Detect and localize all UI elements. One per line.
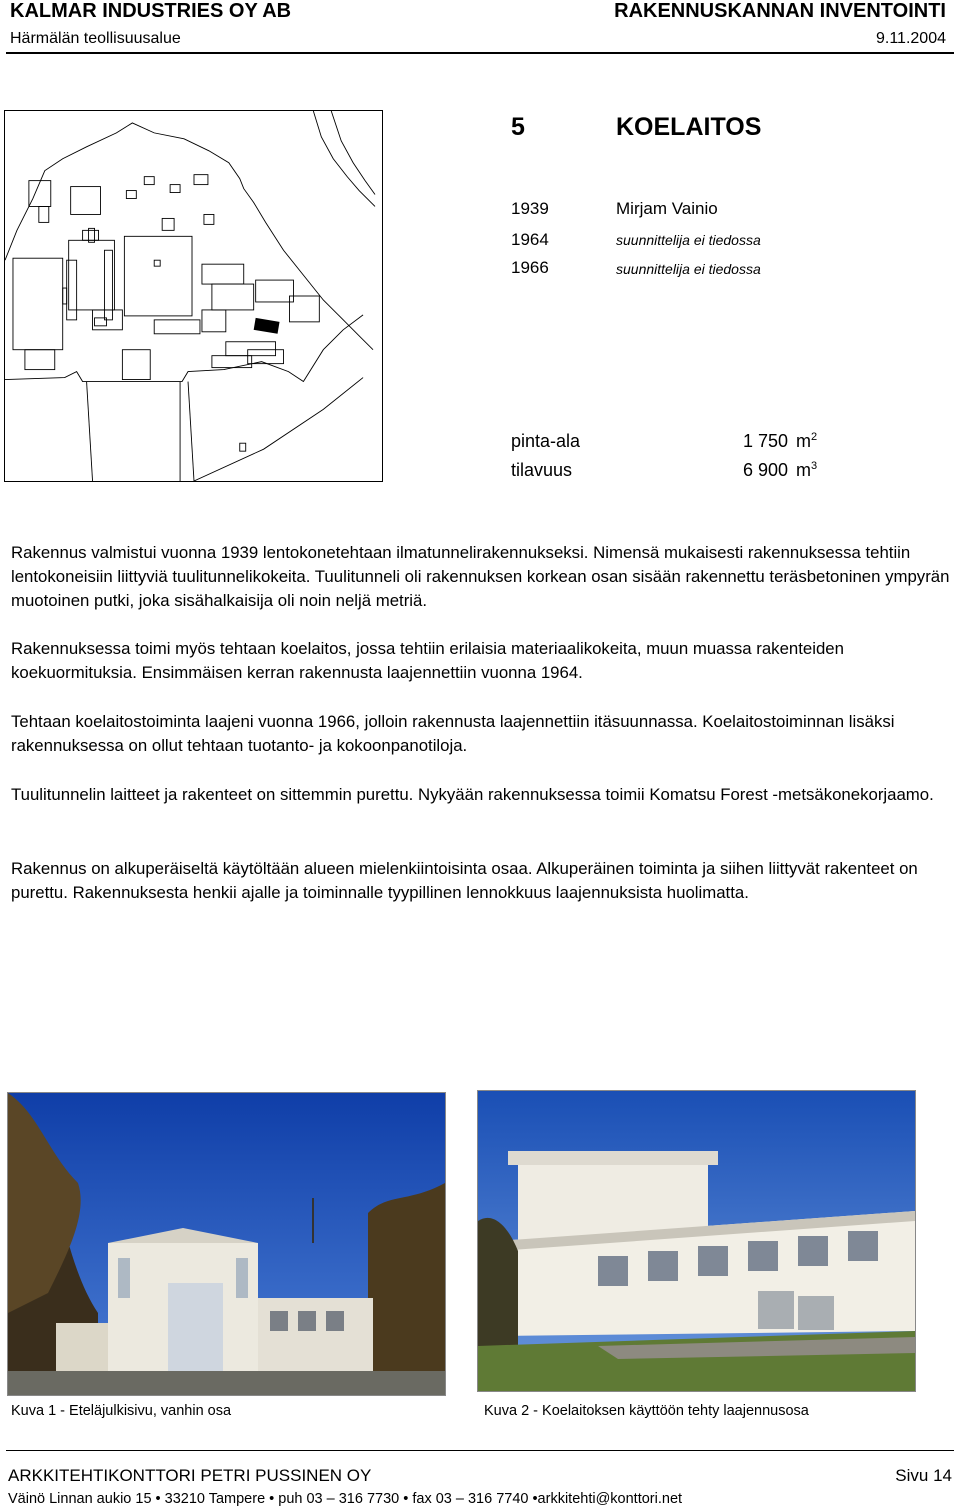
photo-south-facade (7, 1092, 446, 1396)
history-year: 1964 (511, 230, 549, 249)
site-map (4, 110, 383, 482)
history-year: 1939 (511, 199, 549, 218)
area-value: 1 750 (742, 431, 788, 451)
paragraph-assessment: Rakennus on alkuperäiseltä käytöltään alueen mielenkiintoisinta osaa. Alkuperäinen toiminta ja siihen liittyvät rakenteet on purettu. Rakennuksesta henkii ajalle ja toiminnalle tyypillinen lennokkuus laajennuksista huolimatta. (11, 859, 918, 902)
caption-photo-2: Kuva 2 - Koelaitoksen käyttöön tehty laajennusosa (484, 1403, 809, 1419)
photo-extension (477, 1090, 916, 1392)
highlighted-building (254, 318, 280, 334)
area-label: pinta-ala (511, 431, 581, 451)
history-designer: suunnittelija ei tiedossa (616, 232, 761, 248)
office-contact: Väinö Linnan aukio 15 • 33210 Tampere • puh 03 – 316 7730 • fax 03 – 316 7740 •arkkitehti@konttori.net (8, 1491, 683, 1507)
paragraph-testing: Rakennuksessa toimi myös tehtaan koelaitos, jossa tehtiin erilaisia materiaalikokeita, muun muassa rakenteiden koekuormituksia. Ensimmäisen kerran rakennusta laajennettiin vuonna 1964. (11, 639, 844, 682)
document-date: 9.11.2004 (876, 30, 946, 47)
history-year: 1966 (511, 258, 549, 277)
paragraph-expansion: Tehtaan koelaitostoiminta laajeni vuonna 1966, jolloin rakennusta laajennettiin itäsuunnassa. Koelaitostoiminnan lisäksi rakennuksessa on ollut tehtaan tuotanto- ja kokoonpanotiloja. (11, 712, 895, 755)
building-number: 5 (511, 113, 525, 141)
page-number: Sivu 14 (895, 1466, 952, 1485)
company-name: KALMAR INDUSTRIES OY AB (10, 0, 292, 22)
paragraph-current-use: Tuulitunnelin laitteet ja rakenteet on sittemmin purettu. Nykyään rakennuksessa toimii Komatsu Forest -metsäkonekorjaamo. (11, 785, 934, 804)
building-name: KOELAITOS (616, 113, 762, 141)
area-unit: $m^2$ (796, 431, 818, 451)
office-name: ARKKITEHTIKONTTORI PETRI PUSSINEN OY (8, 1466, 372, 1485)
volume-value: 6 900 (742, 460, 788, 480)
history-designer: Mirjam Vainio (616, 199, 718, 218)
caption-photo-1: Kuva 1 - Eteläjulkisivu, vanhin osa (11, 1403, 232, 1419)
volume-label: tilavuus (511, 460, 573, 480)
document-title: RAKENNUSKANNAN INVENTOINTI (614, 0, 946, 22)
history-designer: suunnittelija ei tiedossa (616, 261, 761, 277)
footer-divider (6, 1450, 954, 1451)
volume-unit: $m^3$ (796, 460, 818, 480)
paragraph-history: Rakennus valmistui vuonna 1939 lentokonetehtaan ilmatunnelirakennukseksi. Nimensä mukaisesti rakennuksessa tehtiin lentokoneisiin liittyviä tuulitunnelikokeita. Tuulitunneli oli rakennuksen korkean osan sisään rakennettu teräsbetoninen ympyrän muotoinen putki, joka sisähalkaisija oli noin neljä metriä. (11, 543, 950, 610)
site-name: Härmälän teollisuusalue (10, 30, 181, 47)
header-divider (6, 52, 954, 54)
